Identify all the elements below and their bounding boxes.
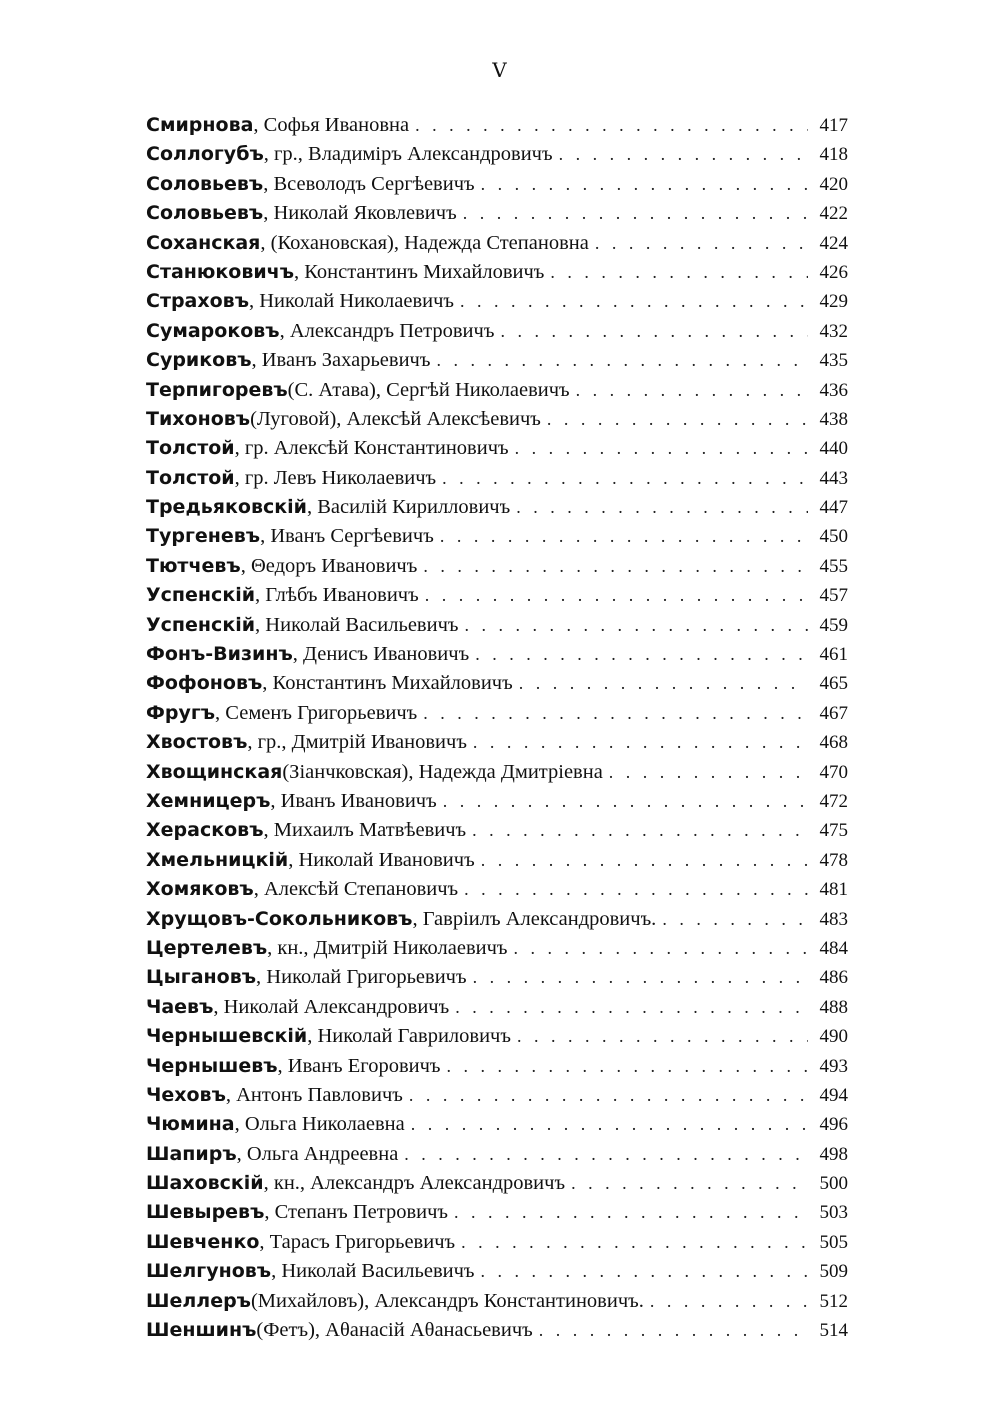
dot-leader bbox=[650, 1291, 808, 1312]
author-details: , Николай Николаевичъ bbox=[249, 290, 455, 313]
author-surname: Соханская bbox=[146, 231, 261, 254]
dot-leader bbox=[442, 468, 808, 489]
page-ref: 468 bbox=[819, 732, 848, 754]
author-surname: Шелгуновъ bbox=[146, 1260, 272, 1283]
dot-leader bbox=[415, 115, 808, 136]
author-details: , Софья Ивановна bbox=[253, 114, 410, 136]
author-details: (Фетъ), Аθанасій Аθанасьевичъ bbox=[256, 1319, 533, 1342]
author-surname: Успенскій bbox=[146, 613, 256, 636]
author-details: , Иванъ Сергѣевичъ bbox=[260, 525, 434, 548]
dot-leader bbox=[481, 850, 808, 871]
toc-entry bbox=[146, 966, 848, 995]
author-details: , Николай Александровичъ bbox=[213, 995, 450, 1018]
author-surname: Цыгановъ bbox=[146, 966, 257, 989]
page-ref: 443 bbox=[819, 467, 848, 489]
dot-leader bbox=[443, 791, 808, 812]
dot-leader bbox=[662, 909, 808, 930]
toc-entry bbox=[146, 702, 848, 731]
dot-leader bbox=[454, 1202, 808, 1223]
author-details: , Иванъ Захарьевичъ bbox=[251, 349, 431, 372]
author-surname: Соллогубъ bbox=[146, 143, 264, 166]
page-ref: 450 bbox=[819, 526, 848, 548]
author-surname: Чаевъ bbox=[146, 995, 214, 1018]
toc-entry bbox=[146, 1290, 848, 1319]
dot-leader bbox=[461, 1232, 808, 1253]
page-ref: 514 bbox=[819, 1320, 848, 1342]
author-details: , гр. Алексѣй Константиновичъ bbox=[234, 437, 509, 460]
author-details: , Ольга Андреевна bbox=[236, 1142, 399, 1165]
author-details: , Глѣбъ Ивановичъ bbox=[255, 584, 419, 607]
author-surname: Чюмина bbox=[146, 1113, 235, 1136]
page-ref: 483 bbox=[819, 908, 848, 930]
toc-entry bbox=[146, 937, 848, 966]
toc-entry bbox=[146, 908, 848, 937]
dot-leader bbox=[516, 497, 808, 518]
author-details: , Денисъ Ивановичъ bbox=[292, 643, 470, 666]
author-details: , Константинъ Михайловичъ bbox=[262, 672, 513, 695]
author-details: , Антонъ Павловичъ bbox=[225, 1083, 403, 1106]
dot-leader bbox=[436, 350, 808, 371]
author-details: , Константинъ Михайловичъ bbox=[293, 260, 545, 283]
page-ref: 490 bbox=[819, 1026, 848, 1048]
dot-leader bbox=[475, 644, 808, 665]
author-surname: Чеховъ bbox=[146, 1083, 226, 1106]
author-surname: Цертелевъ bbox=[146, 936, 268, 959]
toc-entry bbox=[146, 1055, 848, 1084]
author-details: (Зіанчковская), Надежда Дмитріевна bbox=[282, 760, 603, 783]
dot-leader bbox=[440, 526, 808, 547]
author-surname: Толстой bbox=[146, 466, 235, 489]
dot-leader bbox=[539, 1320, 808, 1341]
author-surname: Суриковъ bbox=[146, 349, 252, 372]
toc-entry bbox=[146, 555, 848, 584]
dot-leader bbox=[609, 762, 808, 783]
author-details: (С. Атава), Сергѣй Николаевичъ bbox=[287, 378, 570, 401]
author-surname: Тургеневъ bbox=[146, 525, 261, 548]
author-details: (Луговой), Алексѣй Алексѣевичъ bbox=[250, 407, 541, 430]
author-details: , Иванъ Егоровичъ bbox=[277, 1054, 441, 1077]
dot-leader bbox=[455, 997, 808, 1018]
author-details: , гр. Левъ Николаевичъ bbox=[234, 466, 437, 489]
author-surname: Соловьевъ bbox=[146, 172, 264, 195]
author-details: , Михаилъ Матвѣевичъ bbox=[263, 819, 467, 842]
author-surname: Тютчевъ bbox=[146, 554, 241, 577]
page-ref: 488 bbox=[819, 996, 848, 1018]
toc-entry bbox=[146, 173, 848, 202]
author-details: , Николай Васильевичъ bbox=[271, 1260, 475, 1283]
author-details: , Николай Гавриловичъ bbox=[307, 1025, 511, 1048]
page-ref: 470 bbox=[819, 761, 848, 783]
toc-entry bbox=[146, 790, 848, 819]
page-ref: 481 bbox=[819, 879, 848, 901]
author-surname: Хвостовъ bbox=[146, 731, 248, 754]
page-ref: 422 bbox=[819, 203, 848, 225]
author-surname: Шевыревъ bbox=[146, 1201, 265, 1224]
dot-leader bbox=[481, 1261, 808, 1282]
dot-leader bbox=[517, 1026, 808, 1047]
page-ref: 496 bbox=[819, 1114, 848, 1136]
dot-leader bbox=[595, 233, 808, 254]
author-surname: Шеллеръ bbox=[146, 1289, 251, 1312]
dot-leader bbox=[423, 556, 808, 577]
table-of-contents bbox=[146, 114, 848, 1348]
toc-entry bbox=[146, 1113, 848, 1142]
page-ref: 438 bbox=[819, 408, 848, 430]
toc-entry bbox=[146, 1084, 848, 1113]
dot-leader bbox=[409, 1085, 808, 1106]
toc-entry bbox=[146, 761, 848, 790]
page-ref: 420 bbox=[819, 173, 848, 195]
toc-entry bbox=[146, 1025, 848, 1054]
dot-leader bbox=[425, 585, 808, 606]
author-details: , Василій Кирилловичъ bbox=[306, 496, 511, 519]
author-surname: Хемницеръ bbox=[146, 789, 271, 812]
toc-entry bbox=[146, 1319, 848, 1348]
author-surname: Хрущовъ-Сокольниковъ bbox=[146, 907, 413, 930]
page-ref: 467 bbox=[819, 702, 848, 724]
author-details: , Николай Ивановичъ bbox=[288, 848, 475, 871]
toc-entry bbox=[146, 202, 848, 231]
dot-leader bbox=[550, 262, 808, 283]
page-ref: 436 bbox=[819, 379, 848, 401]
dot-leader bbox=[547, 409, 808, 430]
page-ref: 459 bbox=[819, 614, 848, 636]
page-ref: 426 bbox=[819, 261, 848, 283]
author-details: , кн., Александръ Александровичъ bbox=[263, 1172, 566, 1195]
toc-entry bbox=[146, 1260, 848, 1289]
page-ref: 432 bbox=[819, 320, 848, 342]
dot-leader bbox=[447, 1056, 808, 1077]
toc-entry bbox=[146, 379, 848, 408]
toc-entry bbox=[146, 261, 848, 290]
dot-leader bbox=[460, 291, 808, 312]
author-details: , Николай Яковлевичъ bbox=[263, 202, 457, 225]
author-details: , Степанъ Петровичъ bbox=[264, 1201, 449, 1224]
dot-leader bbox=[559, 144, 808, 165]
dot-leader bbox=[411, 1114, 808, 1135]
dot-leader bbox=[473, 732, 808, 753]
page-ref: 429 bbox=[819, 291, 848, 313]
page-ref: 486 bbox=[819, 967, 848, 989]
author-details: , Всеволодъ Сергѣевичъ bbox=[263, 172, 475, 195]
author-surname: Шапиръ bbox=[146, 1142, 237, 1165]
author-details: , (Кохановская), Надежда Степановна bbox=[260, 231, 589, 254]
author-surname: Фругъ bbox=[146, 701, 216, 724]
page-ref: 424 bbox=[819, 232, 848, 254]
page-ref: 505 bbox=[819, 1231, 848, 1253]
author-details: , Θедоръ Ивановичъ bbox=[240, 554, 418, 577]
author-surname: Тредьяковскій bbox=[146, 496, 307, 519]
dot-leader bbox=[464, 879, 808, 900]
author-surname: Шеншинъ bbox=[146, 1319, 257, 1342]
toc-entry bbox=[146, 878, 848, 907]
author-surname: Фофоновъ bbox=[146, 672, 263, 695]
page-ref: 509 bbox=[819, 1261, 848, 1283]
toc-entry bbox=[146, 1172, 848, 1201]
page-ref: 500 bbox=[819, 1173, 848, 1195]
page-ref: 440 bbox=[819, 438, 848, 460]
page-ref: 512 bbox=[819, 1290, 848, 1312]
toc-entry bbox=[146, 320, 848, 349]
page-ref: 461 bbox=[819, 644, 848, 666]
author-surname: Чернышевъ bbox=[146, 1054, 278, 1077]
author-surname: Толстой bbox=[146, 437, 235, 460]
page-ref: 503 bbox=[819, 1202, 848, 1224]
author-surname: Смирнова bbox=[146, 114, 254, 136]
toc-entry bbox=[146, 1201, 848, 1230]
toc-entry bbox=[146, 232, 848, 261]
toc-entry bbox=[146, 290, 848, 319]
dot-leader bbox=[571, 1173, 808, 1194]
author-surname: Станюковичъ bbox=[146, 260, 294, 283]
author-details: , кн., Дмитрій Николаевичъ bbox=[267, 936, 508, 959]
author-details: , Гавріилъ Александровичъ. bbox=[412, 907, 657, 930]
author-details: , Николай Васильевичъ bbox=[255, 613, 459, 636]
toc-entry bbox=[146, 614, 848, 643]
toc-entry bbox=[146, 819, 848, 848]
author-surname: Страховъ bbox=[146, 290, 249, 313]
author-surname: Успенскій bbox=[146, 584, 256, 607]
page-ref: 493 bbox=[819, 1055, 848, 1077]
page-ref: 447 bbox=[819, 497, 848, 519]
author-details: , гр., Дмитрій Ивановичъ bbox=[247, 731, 467, 754]
toc-entry bbox=[146, 143, 848, 172]
toc-entry bbox=[146, 408, 848, 437]
toc-entry bbox=[146, 525, 848, 554]
author-details: , Тарасъ Григорьевичъ bbox=[259, 1230, 456, 1253]
author-details: , Семенъ Григорьевичъ bbox=[215, 701, 418, 724]
toc-entry bbox=[146, 114, 848, 143]
toc-entry bbox=[146, 849, 848, 878]
toc-entry bbox=[146, 643, 848, 672]
author-details: , Александръ Петровичъ bbox=[279, 319, 495, 342]
author-details: , Ольга Николаевна bbox=[234, 1113, 405, 1136]
page-ref: 435 bbox=[819, 350, 848, 372]
toc-entry bbox=[146, 437, 848, 466]
dot-leader bbox=[519, 673, 808, 694]
dot-leader bbox=[473, 967, 808, 988]
author-surname: Фонъ-Визинъ bbox=[146, 643, 293, 666]
dot-leader bbox=[423, 703, 808, 724]
author-surname: Шевченко bbox=[146, 1230, 260, 1253]
page-ref: 498 bbox=[819, 1143, 848, 1165]
toc-entry bbox=[146, 584, 848, 613]
author-surname: Шаховскій bbox=[146, 1172, 264, 1195]
page-ref: 418 bbox=[819, 144, 848, 166]
toc-entry bbox=[146, 731, 848, 760]
author-surname: Сумароковъ bbox=[146, 319, 280, 342]
page-ref: 475 bbox=[819, 820, 848, 842]
dot-leader bbox=[481, 174, 808, 195]
toc-entry bbox=[146, 349, 848, 378]
toc-entry bbox=[146, 1143, 848, 1172]
dot-leader bbox=[576, 380, 808, 401]
author-surname: Терпигоревъ bbox=[146, 378, 288, 401]
author-surname: Херасковъ bbox=[146, 819, 264, 842]
dot-leader bbox=[515, 438, 808, 459]
page-ref: 455 bbox=[819, 555, 848, 577]
page-ref: 472 bbox=[819, 790, 848, 812]
author-surname: Хвощинская bbox=[146, 760, 283, 783]
author-surname: Соловьевъ bbox=[146, 202, 264, 225]
page-ref: 494 bbox=[819, 1084, 848, 1106]
dot-leader bbox=[404, 1144, 808, 1165]
toc-entry bbox=[146, 996, 848, 1025]
dot-leader bbox=[472, 820, 808, 841]
dot-leader bbox=[463, 203, 808, 224]
toc-entry bbox=[146, 672, 848, 701]
page-ref: 417 bbox=[819, 115, 848, 136]
page-ref: 484 bbox=[819, 937, 848, 959]
author-details: , Николай Григорьевичъ bbox=[256, 966, 467, 989]
author-details: , гр., Владиміръ Александровичъ bbox=[263, 143, 553, 166]
page-ref: 478 bbox=[819, 849, 848, 871]
toc-entry bbox=[146, 1231, 848, 1260]
author-details: , Иванъ Ивановичъ bbox=[270, 789, 437, 812]
dot-leader bbox=[500, 321, 808, 342]
toc-entry bbox=[146, 467, 848, 496]
page-ref: 465 bbox=[819, 673, 848, 695]
dot-leader bbox=[514, 938, 808, 959]
author-surname: Чернышевскій bbox=[146, 1025, 308, 1048]
author-details: (Михайловъ), Александръ Константиновичъ. bbox=[250, 1289, 644, 1312]
dot-leader bbox=[464, 615, 808, 636]
author-surname: Хмельницкій bbox=[146, 848, 289, 871]
page-ref: 457 bbox=[819, 585, 848, 607]
author-details: , Алексѣй Степановичъ bbox=[253, 878, 459, 901]
page-number: V bbox=[492, 58, 508, 82]
author-surname: Хомяковъ bbox=[146, 878, 254, 901]
toc-entry bbox=[146, 496, 848, 525]
author-surname: Тихоновъ bbox=[146, 407, 251, 430]
